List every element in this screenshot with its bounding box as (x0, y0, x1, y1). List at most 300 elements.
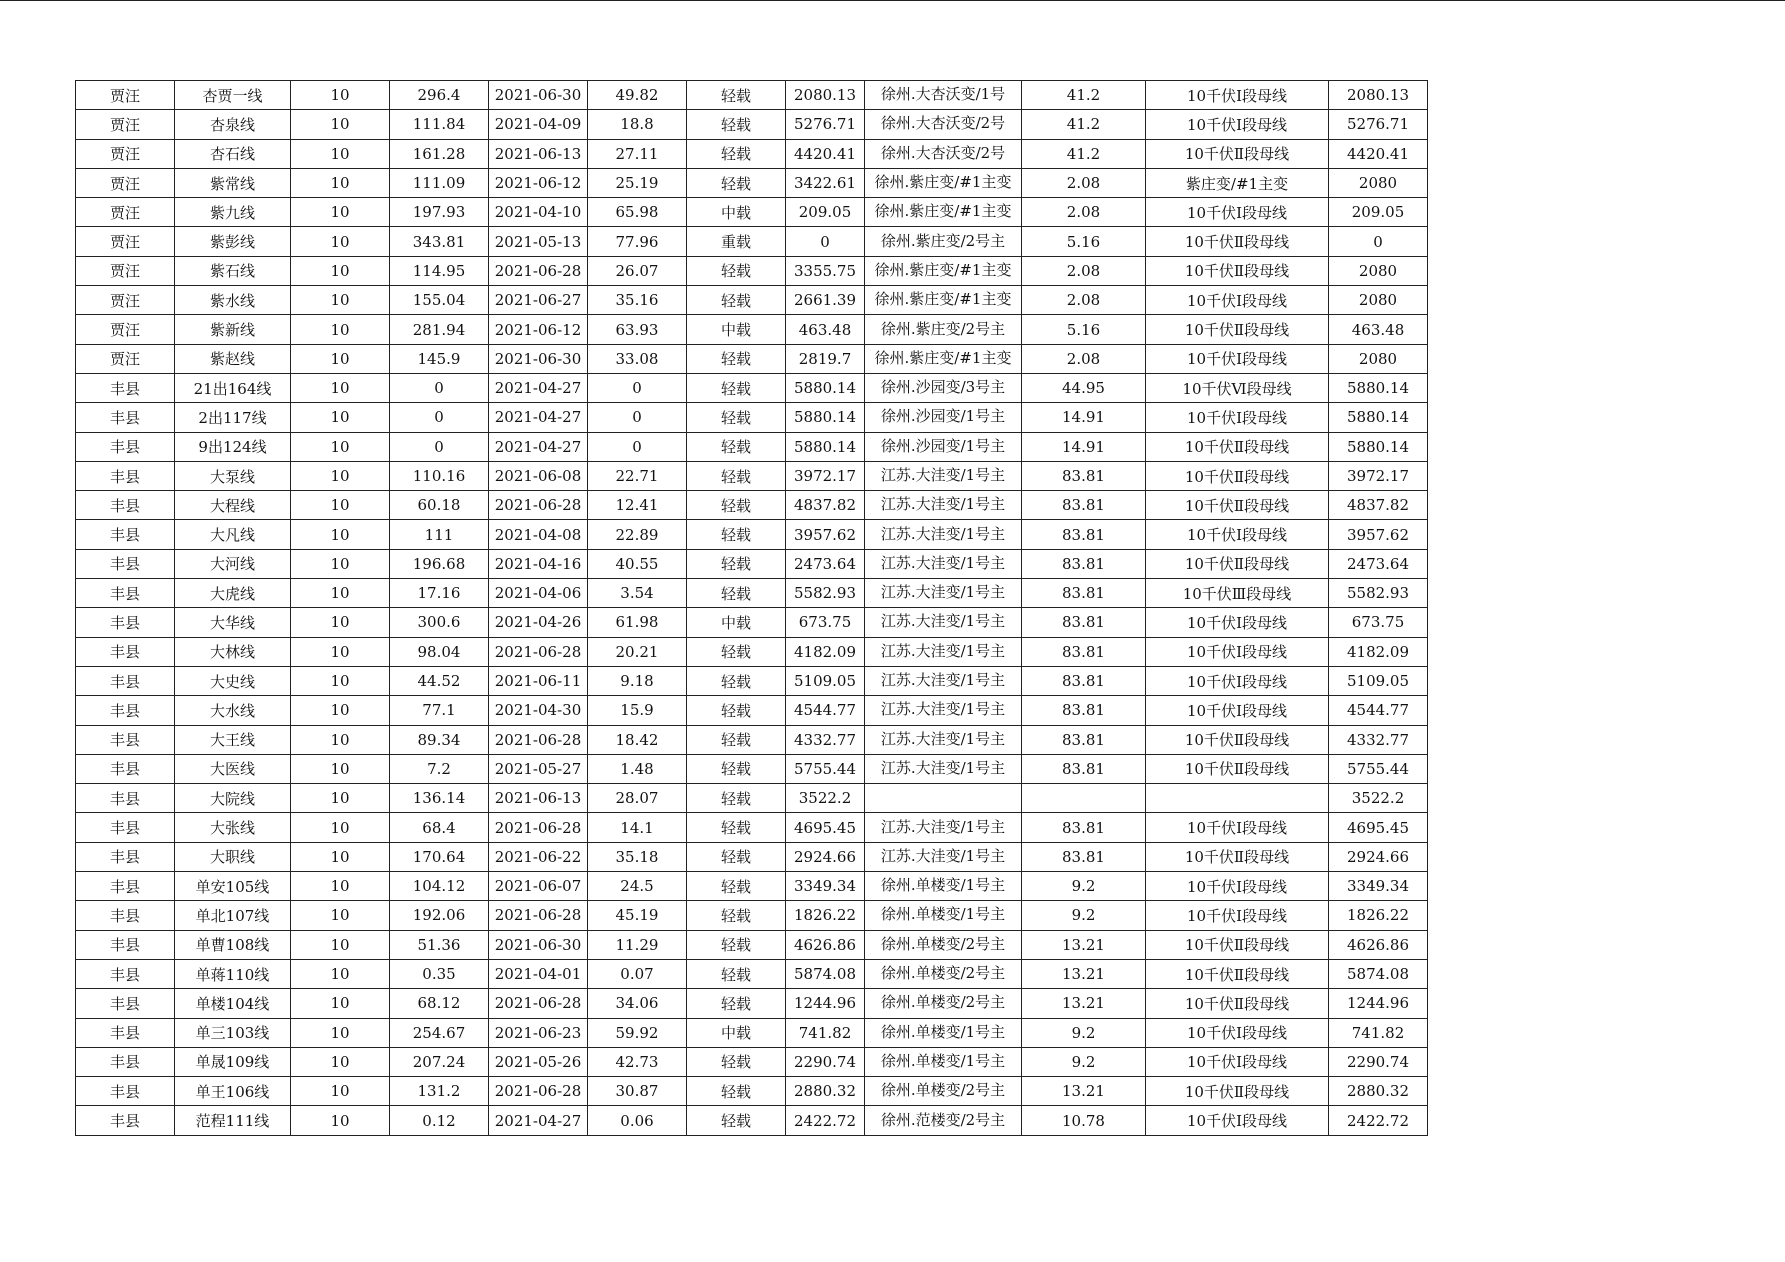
cell-transformer (865, 403, 1022, 432)
cell-bus-name: 10千伏Ⅱ段母线 (1146, 989, 1329, 1018)
cell-bus-load: 83.81 (1022, 725, 1146, 754)
cell-transformer (865, 227, 1022, 256)
cell-capacity: 2080 (1329, 286, 1428, 315)
cell-line-name: 单曹108线 (175, 930, 291, 959)
cell-line-name: 紫九线 (175, 198, 291, 227)
cell-region: 丰县 (76, 842, 175, 871)
cell-bus-name (1146, 784, 1329, 813)
cell-transformer-text: 徐州.沙园变/1号主 (880, 436, 1006, 455)
cell-line-name: 单三103线 (175, 1018, 291, 1047)
cell-date: 2021-06-28 (489, 725, 588, 754)
table-row (76, 432, 1428, 461)
cell-bus-load: 13.21 (1022, 1077, 1146, 1106)
cell-transformer-text: 江苏.大洼变/1号主 (880, 524, 1006, 543)
cell-transformer (865, 696, 1022, 725)
cell-date: 2021-06-28 (489, 491, 588, 520)
cell-line-name: 紫赵线 (175, 344, 291, 373)
cell-load-status: 轻载 (687, 959, 786, 988)
cell-load-rate: 3.54 (588, 579, 687, 608)
cell-margin: 4626.86 (786, 930, 865, 959)
cell-capacity: 5874.08 (1329, 959, 1428, 988)
cell-bus-load (1022, 784, 1146, 813)
cell-voltage: 10 (291, 110, 390, 139)
cell-region: 丰县 (76, 666, 175, 695)
cell-region: 丰县 (76, 520, 175, 549)
table-row (76, 1018, 1428, 1047)
cell-line-name: 大水线 (175, 696, 291, 725)
cell-margin: 5755.44 (786, 754, 865, 783)
cell-load-status: 轻载 (687, 491, 786, 520)
cell-margin: 2422.72 (786, 1106, 865, 1135)
cell-capacity: 2422.72 (1329, 1106, 1428, 1135)
cell-line-name: 范程111线 (175, 1106, 291, 1135)
table-row (76, 549, 1428, 578)
cell-capacity: 463.48 (1329, 315, 1428, 344)
cell-line-name: 杏石线 (175, 139, 291, 168)
cell-current: 111.09 (390, 168, 489, 197)
cell-line-name: 紫新线 (175, 315, 291, 344)
cell-line-name: 大史线 (175, 666, 291, 695)
cell-transformer-text (865, 784, 1021, 812)
cell-load-status: 轻载 (687, 81, 786, 110)
cell-region: 贾汪 (76, 139, 175, 168)
cell-voltage: 10 (291, 256, 390, 285)
cell-current: 0 (390, 432, 489, 461)
cell-line-name: 大张线 (175, 813, 291, 842)
cell-date: 2021-06-28 (489, 813, 588, 842)
cell-bus-load: 83.81 (1022, 579, 1146, 608)
table-row (76, 1106, 1428, 1135)
cell-region: 贾汪 (76, 286, 175, 315)
cell-voltage: 10 (291, 725, 390, 754)
cell-load-status: 轻载 (687, 461, 786, 490)
cell-line-name: 大医线 (175, 754, 291, 783)
cell-transformer-text: 徐州.紫庄变/#1主变 (874, 173, 1012, 192)
cell-voltage: 10 (291, 403, 390, 432)
cell-voltage: 10 (291, 813, 390, 842)
cell-date: 2021-06-27 (489, 286, 588, 315)
cell-margin: 2924.66 (786, 842, 865, 871)
cell-capacity: 209.05 (1329, 198, 1428, 227)
cell-bus-name: 10千伏Ⅱ段母线 (1146, 315, 1329, 344)
cell-transformer-text: 江苏.大洼变/1号主 (880, 495, 1006, 514)
cell-capacity: 2080 (1329, 344, 1428, 373)
cell-bus-load: 9.2 (1022, 1047, 1146, 1076)
cell-voltage: 10 (291, 1018, 390, 1047)
cell-line-name: 紫水线 (175, 286, 291, 315)
cell-region: 贾汪 (76, 315, 175, 344)
cell-bus-name: 10千伏Ⅱ段母线 (1146, 549, 1329, 578)
cell-margin: 741.82 (786, 1018, 865, 1047)
cell-date: 2021-06-28 (489, 901, 588, 930)
cell-load-status: 轻载 (687, 110, 786, 139)
cell-date: 2021-06-28 (489, 989, 588, 1018)
cell-load-status: 轻载 (687, 725, 786, 754)
cell-line-name: 大程线 (175, 491, 291, 520)
cell-transformer (865, 373, 1022, 402)
cell-line-name: 21出164线 (175, 373, 291, 402)
cell-margin: 2819.7 (786, 344, 865, 373)
cell-bus-name: 10千伏Ⅰ段母线 (1146, 1047, 1329, 1076)
cell-margin: 5880.14 (786, 403, 865, 432)
cell-current: 0.12 (390, 1106, 489, 1135)
cell-transformer-text: 徐州.单楼变/2号主 (880, 993, 1006, 1012)
cell-date: 2021-06-28 (489, 256, 588, 285)
cell-transformer-text: 徐州.紫庄变/2号主 (880, 319, 1006, 338)
cell-date: 2021-06-22 (489, 842, 588, 871)
cell-current: 111.84 (390, 110, 489, 139)
cell-current: 145.9 (390, 344, 489, 373)
cell-transformer (865, 959, 1022, 988)
table-row (76, 1047, 1428, 1076)
cell-margin: 2661.39 (786, 286, 865, 315)
cell-margin: 5880.14 (786, 373, 865, 402)
cell-voltage: 10 (291, 198, 390, 227)
cell-current: 170.64 (390, 842, 489, 871)
cell-transformer (865, 139, 1022, 168)
cell-transformer-text: 江苏.大洼变/1号主 (880, 466, 1006, 484)
cell-capacity: 4182.09 (1329, 637, 1428, 666)
cell-bus-load: 41.2 (1022, 110, 1146, 139)
cell-voltage: 10 (291, 491, 390, 520)
table-row (76, 813, 1428, 842)
cell-voltage: 10 (291, 520, 390, 549)
cell-capacity: 5755.44 (1329, 754, 1428, 783)
cell-voltage: 10 (291, 286, 390, 315)
cell-transformer (865, 110, 1022, 139)
cell-region: 丰县 (76, 1077, 175, 1106)
cell-region: 丰县 (76, 461, 175, 490)
cell-bus-name: 10千伏Ⅱ段母线 (1146, 139, 1329, 168)
cell-bus-load: 14.91 (1022, 403, 1146, 432)
cell-margin: 3957.62 (786, 520, 865, 549)
cell-transformer (865, 754, 1022, 783)
cell-voltage: 10 (291, 344, 390, 373)
cell-current: 7.2 (390, 754, 489, 783)
cell-date: 2021-04-08 (489, 520, 588, 549)
cell-load-status: 轻载 (687, 637, 786, 666)
cell-capacity: 5880.14 (1329, 432, 1428, 461)
cell-load-rate: 14.1 (588, 813, 687, 842)
cell-region: 丰县 (76, 959, 175, 988)
table-row (76, 579, 1428, 608)
table-row (76, 461, 1428, 490)
cell-load-status: 轻载 (687, 784, 786, 813)
cell-capacity: 4420.41 (1329, 139, 1428, 168)
table-row (76, 959, 1428, 988)
cell-bus-name: 10千伏Ⅱ段母线 (1146, 930, 1329, 959)
cell-region: 丰县 (76, 872, 175, 901)
cell-bus-load: 2.08 (1022, 344, 1146, 373)
cell-margin: 5109.05 (786, 666, 865, 695)
cell-bus-name: 10千伏Ⅱ段母线 (1146, 842, 1329, 871)
cell-bus-load: 5.16 (1022, 227, 1146, 256)
cell-date: 2021-06-08 (489, 461, 588, 490)
cell-load-status: 轻载 (687, 256, 786, 285)
cell-line-name: 紫石线 (175, 256, 291, 285)
table-row (76, 1077, 1428, 1106)
table-row (76, 256, 1428, 285)
cell-load-rate: 22.71 (588, 461, 687, 490)
cell-capacity: 5276.71 (1329, 110, 1428, 139)
cell-current: 0 (390, 403, 489, 432)
cell-region: 丰县 (76, 813, 175, 842)
cell-capacity: 3522.2 (1329, 784, 1428, 813)
cell-load-rate: 18.8 (588, 110, 687, 139)
cell-capacity: 5582.93 (1329, 579, 1428, 608)
cell-transformer (865, 725, 1022, 754)
cell-current: 136.14 (390, 784, 489, 813)
cell-margin: 4332.77 (786, 725, 865, 754)
cell-voltage: 10 (291, 373, 390, 402)
cell-load-rate: 18.42 (588, 725, 687, 754)
cell-voltage: 10 (291, 989, 390, 1018)
cell-load-status: 轻载 (687, 168, 786, 197)
cell-bus-load: 2.08 (1022, 256, 1146, 285)
cell-load-status: 中载 (687, 608, 786, 637)
cell-voltage: 10 (291, 872, 390, 901)
cell-load-status: 轻载 (687, 549, 786, 578)
cell-transformer (865, 1077, 1022, 1106)
cell-load-status: 重载 (687, 227, 786, 256)
cell-transformer-text: 徐州.大杏沃变/1号 (880, 85, 1006, 104)
cell-load-status: 轻载 (687, 930, 786, 959)
cell-transformer-text: 江苏.大洼变/1号主 (880, 758, 1006, 777)
cell-line-name: 大泵线 (175, 461, 291, 490)
cell-current: 68.12 (390, 989, 489, 1018)
cell-region: 贾汪 (76, 81, 175, 110)
table-row (76, 608, 1428, 637)
cell-region: 贾汪 (76, 344, 175, 373)
cell-date: 2021-05-13 (489, 227, 588, 256)
cell-voltage: 10 (291, 608, 390, 637)
cell-bus-load: 83.81 (1022, 608, 1146, 637)
cell-bus-name: 10千伏Ⅰ段母线 (1146, 696, 1329, 725)
cell-line-name: 大华线 (175, 608, 291, 637)
table-row (76, 403, 1428, 432)
cell-region: 丰县 (76, 608, 175, 637)
cell-bus-name: 10千伏Ⅱ段母线 (1146, 432, 1329, 461)
cell-margin: 4544.77 (786, 696, 865, 725)
cell-bus-load: 44.95 (1022, 373, 1146, 402)
cell-capacity: 4626.86 (1329, 930, 1428, 959)
table-row (76, 901, 1428, 930)
cell-current: 281.94 (390, 315, 489, 344)
table-row (76, 725, 1428, 754)
cell-region: 贾汪 (76, 110, 175, 139)
cell-capacity: 5880.14 (1329, 373, 1428, 402)
cell-region: 丰县 (76, 491, 175, 520)
cell-date: 2021-04-27 (489, 1106, 588, 1135)
table-row (76, 81, 1428, 110)
cell-current: 0 (390, 373, 489, 402)
table-row (76, 520, 1428, 549)
cell-bus-name: 10千伏Ⅰ段母线 (1146, 608, 1329, 637)
cell-transformer-text: 江苏.大洼变/1号主 (880, 671, 1006, 690)
cell-transformer-text: 徐州.大杏沃变/2号 (880, 114, 1006, 133)
cell-voltage: 10 (291, 461, 390, 490)
cell-load-rate: 26.07 (588, 256, 687, 285)
cell-transformer-text: 江苏.大洼变/1号主 (880, 846, 1006, 865)
cell-transformer (865, 608, 1022, 637)
cell-bus-load: 83.81 (1022, 813, 1146, 842)
cell-transformer-text: 江苏.大洼变/1号主 (880, 553, 1006, 572)
cell-transformer (865, 315, 1022, 344)
cell-bus-name: 10千伏Ⅱ段母线 (1146, 754, 1329, 783)
cell-transformer (865, 344, 1022, 373)
cell-voltage: 10 (291, 959, 390, 988)
cell-transformer (865, 256, 1022, 285)
cell-transformer (865, 842, 1022, 871)
cell-voltage: 10 (291, 784, 390, 813)
cell-capacity: 4837.82 (1329, 491, 1428, 520)
cell-bus-load: 83.81 (1022, 549, 1146, 578)
cell-date: 2021-06-12 (489, 315, 588, 344)
cell-capacity: 673.75 (1329, 608, 1428, 637)
cell-transformer-text: 江苏.大洼变/1号主 (880, 641, 1006, 660)
cell-region: 丰县 (76, 432, 175, 461)
cell-transformer (865, 1018, 1022, 1047)
cell-transformer (865, 579, 1022, 608)
cell-bus-load: 9.2 (1022, 1018, 1146, 1047)
cell-bus-load: 83.81 (1022, 461, 1146, 490)
cell-bus-name: 10千伏Ⅰ段母线 (1146, 344, 1329, 373)
cell-capacity: 2080 (1329, 256, 1428, 285)
table-row (76, 637, 1428, 666)
cell-transformer (865, 930, 1022, 959)
table-row (76, 168, 1428, 197)
cell-current: 110.16 (390, 461, 489, 490)
cell-line-name: 大职线 (175, 842, 291, 871)
cell-load-rate: 35.16 (588, 286, 687, 315)
cell-bus-load: 83.81 (1022, 491, 1146, 520)
cell-margin: 2473.64 (786, 549, 865, 578)
cell-capacity: 741.82 (1329, 1018, 1428, 1047)
cell-region: 丰县 (76, 1018, 175, 1047)
cell-current: 300.6 (390, 608, 489, 637)
cell-date: 2021-06-07 (489, 872, 588, 901)
cell-transformer-text: 徐州.大杏沃变/2号 (880, 143, 1006, 162)
cell-voltage: 10 (291, 315, 390, 344)
cell-voltage: 10 (291, 696, 390, 725)
cell-bus-name: 10千伏Ⅱ段母线 (1146, 227, 1329, 256)
cell-transformer-text: 徐州.沙园变/3号主 (880, 378, 1006, 397)
cell-margin: 5276.71 (786, 110, 865, 139)
cell-margin: 3522.2 (786, 784, 865, 813)
cell-transformer (865, 549, 1022, 578)
cell-bus-load: 83.81 (1022, 754, 1146, 783)
cell-transformer (865, 520, 1022, 549)
cell-transformer-text: 徐州.单楼变/2号主 (880, 964, 1006, 983)
cell-load-status: 轻载 (687, 813, 786, 842)
cell-voltage: 10 (291, 637, 390, 666)
cell-region: 丰县 (76, 754, 175, 783)
cell-margin: 3422.61 (786, 168, 865, 197)
cell-bus-load: 13.21 (1022, 989, 1146, 1018)
cell-margin: 0 (786, 227, 865, 256)
cell-load-rate: 63.93 (588, 315, 687, 344)
cell-capacity: 0 (1329, 227, 1428, 256)
cell-bus-name: 10千伏Ⅰ段母线 (1146, 286, 1329, 315)
cell-voltage: 10 (291, 666, 390, 695)
cell-bus-name: 10千伏Ⅰ段母线 (1146, 1018, 1329, 1047)
cell-line-name: 单蒋110线 (175, 959, 291, 988)
cell-current: 296.4 (390, 81, 489, 110)
cell-bus-load: 13.21 (1022, 959, 1146, 988)
cell-load-rate: 9.18 (588, 666, 687, 695)
cell-line-name: 9出124线 (175, 432, 291, 461)
cell-voltage: 10 (291, 168, 390, 197)
cell-bus-name: 10千伏Ⅰ段母线 (1146, 198, 1329, 227)
cell-load-status: 轻载 (687, 520, 786, 549)
cell-capacity: 3972.17 (1329, 461, 1428, 490)
cell-margin: 5880.14 (786, 432, 865, 461)
cell-bus-name: 10千伏Ⅵ段母线 (1146, 373, 1329, 402)
cell-date: 2021-06-30 (489, 344, 588, 373)
cell-bus-name: 10千伏Ⅰ段母线 (1146, 403, 1329, 432)
cell-voltage: 10 (291, 1077, 390, 1106)
cell-date: 2021-04-27 (489, 403, 588, 432)
cell-load-rate: 12.41 (588, 491, 687, 520)
cell-transformer (865, 901, 1022, 930)
cell-load-rate: 15.9 (588, 696, 687, 725)
cell-capacity: 2880.32 (1329, 1077, 1428, 1106)
cell-transformer-text: 徐州.范楼变/2号主 (880, 1110, 1006, 1129)
cell-transformer-text: 徐州.紫庄变/2号主 (880, 231, 1006, 250)
cell-margin: 3349.34 (786, 872, 865, 901)
cell-load-status: 轻载 (687, 579, 786, 608)
cell-line-name: 2出117线 (175, 403, 291, 432)
cell-current: 44.52 (390, 666, 489, 695)
cell-load-status: 轻载 (687, 139, 786, 168)
cell-transformer-text: 徐州.紫庄变/#1主变 (874, 290, 1012, 309)
cell-region: 丰县 (76, 403, 175, 432)
table-row (76, 784, 1428, 813)
cell-voltage: 10 (291, 754, 390, 783)
cell-load-rate: 61.98 (588, 608, 687, 637)
cell-line-name: 杏泉线 (175, 110, 291, 139)
cell-transformer-text: 徐州.紫庄变/#1主变 (874, 202, 1012, 221)
table-row (76, 491, 1428, 520)
cell-capacity: 3957.62 (1329, 520, 1428, 549)
table-row (76, 344, 1428, 373)
cell-bus-name: 10千伏Ⅰ段母线 (1146, 872, 1329, 901)
cell-transformer-text: 徐州.单楼变/2号主 (880, 1081, 1006, 1100)
cell-region: 贾汪 (76, 198, 175, 227)
cell-date: 2021-04-16 (489, 549, 588, 578)
cell-bus-load: 2.08 (1022, 198, 1146, 227)
cell-transformer-text: 徐州.紫庄变/#1主变 (874, 348, 1012, 367)
cell-margin: 209.05 (786, 198, 865, 227)
cell-region: 贾汪 (76, 227, 175, 256)
cell-margin: 1826.22 (786, 901, 865, 930)
cell-load-rate: 0.07 (588, 959, 687, 988)
cell-capacity: 2924.66 (1329, 842, 1428, 871)
cell-transformer-text: 徐州.单楼变/2号主 (880, 934, 1006, 953)
cell-current: 17.16 (390, 579, 489, 608)
cell-current: 89.34 (390, 725, 489, 754)
cell-transformer-text: 徐州.单楼变/1号主 (880, 876, 1006, 895)
cell-date: 2021-04-01 (489, 959, 588, 988)
cell-voltage: 10 (291, 432, 390, 461)
cell-load-rate: 42.73 (588, 1047, 687, 1076)
cell-capacity: 5880.14 (1329, 403, 1428, 432)
cell-line-name: 紫常线 (175, 168, 291, 197)
cell-load-rate: 30.87 (588, 1077, 687, 1106)
table-body (76, 81, 1428, 1136)
cell-current: 114.95 (390, 256, 489, 285)
cell-bus-name: 10千伏Ⅱ段母线 (1146, 1077, 1329, 1106)
